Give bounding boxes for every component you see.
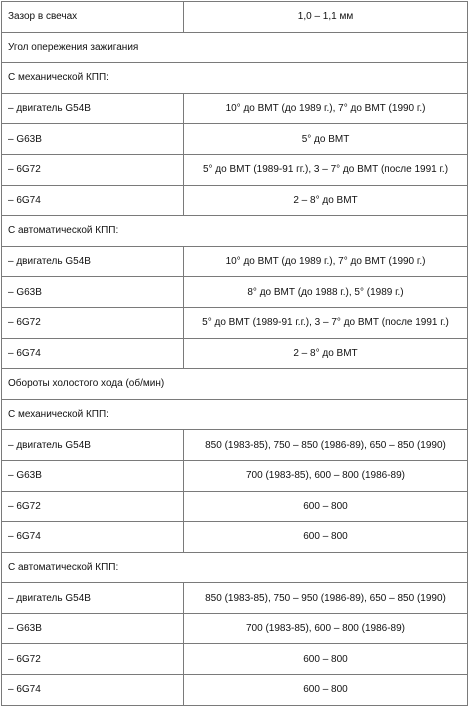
table-row xyxy=(2,154,468,185)
value-cell: 700 (1983-85), 600 – 800 (1986-89) xyxy=(184,613,468,644)
section-row xyxy=(2,32,468,63)
parameter-cell: – G63B xyxy=(2,277,184,308)
table-row xyxy=(2,644,468,675)
section-row xyxy=(2,552,468,583)
parameter-cell: – двигатель G54B xyxy=(2,246,184,277)
value-cell: 700 (1983-85), 600 – 800 (1986-89) xyxy=(184,460,468,491)
section-heading: Угол опережения зажигания xyxy=(2,32,468,63)
table-row xyxy=(2,460,468,491)
parameter-cell: – 6G74 xyxy=(2,338,184,369)
parameter-cell: – G63B xyxy=(2,124,184,155)
table-row xyxy=(2,583,468,614)
value-cell: 600 – 800 xyxy=(184,675,468,706)
table-row xyxy=(2,307,468,338)
parameter-cell: – 6G72 xyxy=(2,491,184,522)
value-cell: 850 (1983-85), 750 – 850 (1986-89), 650 – 850 (1990) xyxy=(184,430,468,461)
section-row xyxy=(2,369,468,400)
parameter-cell: – двигатель G54B xyxy=(2,430,184,461)
parameter-cell: – 6G74 xyxy=(2,675,184,706)
table-row xyxy=(2,277,468,308)
table-row xyxy=(2,522,468,553)
section-row xyxy=(2,216,468,247)
value-cell: 850 (1983-85), 750 – 950 (1986-89), 650 – 850 (1990) xyxy=(184,583,468,614)
table-row xyxy=(2,491,468,522)
parameter-cell: – G63B xyxy=(2,613,184,644)
value-cell: 5° до ВМТ xyxy=(184,124,468,155)
section-row xyxy=(2,63,468,94)
table-row xyxy=(2,124,468,155)
table-row xyxy=(2,93,468,124)
value-cell: 10° до ВМТ (до 1989 г.), 7° до ВМТ (1990 г.) xyxy=(184,93,468,124)
parameter-cell: – 6G72 xyxy=(2,644,184,675)
table-row xyxy=(2,338,468,369)
parameter-cell: – двигатель G54B xyxy=(2,583,184,614)
value-cell: 600 – 800 xyxy=(184,491,468,522)
section-heading: Обороты холостого хода (об/мин) xyxy=(2,369,468,400)
spec-table-body xyxy=(2,2,468,706)
table-row xyxy=(2,185,468,216)
table-row xyxy=(2,675,468,706)
section-heading: С механической КПП: xyxy=(2,63,468,94)
spec-table xyxy=(1,1,468,706)
value-cell: 2 – 8° до ВМТ xyxy=(184,338,468,369)
parameter-cell: Зазор в свечах xyxy=(2,2,184,33)
parameter-cell: – 6G74 xyxy=(2,522,184,553)
value-cell: 8° до ВМТ (до 1988 г.), 5° (1989 г.) xyxy=(184,277,468,308)
value-cell: 10° до ВМТ (до 1989 г.), 7° до ВМТ (1990 г.) xyxy=(184,246,468,277)
table-row xyxy=(2,613,468,644)
section-row xyxy=(2,399,468,430)
table-row xyxy=(2,246,468,277)
value-cell: 5° до ВМТ (1989-91 г.г.), 3 – 7° до ВМТ (после 1991 г.) xyxy=(184,307,468,338)
parameter-cell: – G63B xyxy=(2,460,184,491)
section-heading: С автоматической КПП: xyxy=(2,216,468,247)
section-heading: С механической КПП: xyxy=(2,399,468,430)
parameter-cell: – 6G72 xyxy=(2,307,184,338)
table-row xyxy=(2,430,468,461)
value-cell: 5° до ВМТ (1989-91 гг.), 3 – 7° до ВМТ (после 1991 г.) xyxy=(184,154,468,185)
parameter-cell: – двигатель G54B xyxy=(2,93,184,124)
parameter-cell: – 6G74 xyxy=(2,185,184,216)
section-heading: С автоматической КПП: xyxy=(2,552,468,583)
value-cell: 2 – 8° до ВМТ xyxy=(184,185,468,216)
value-cell: 600 – 800 xyxy=(184,522,468,553)
value-cell: 600 – 800 xyxy=(184,644,468,675)
parameter-cell: – 6G72 xyxy=(2,154,184,185)
table-row xyxy=(2,2,468,33)
value-cell: 1,0 – 1,1 мм xyxy=(184,2,468,33)
